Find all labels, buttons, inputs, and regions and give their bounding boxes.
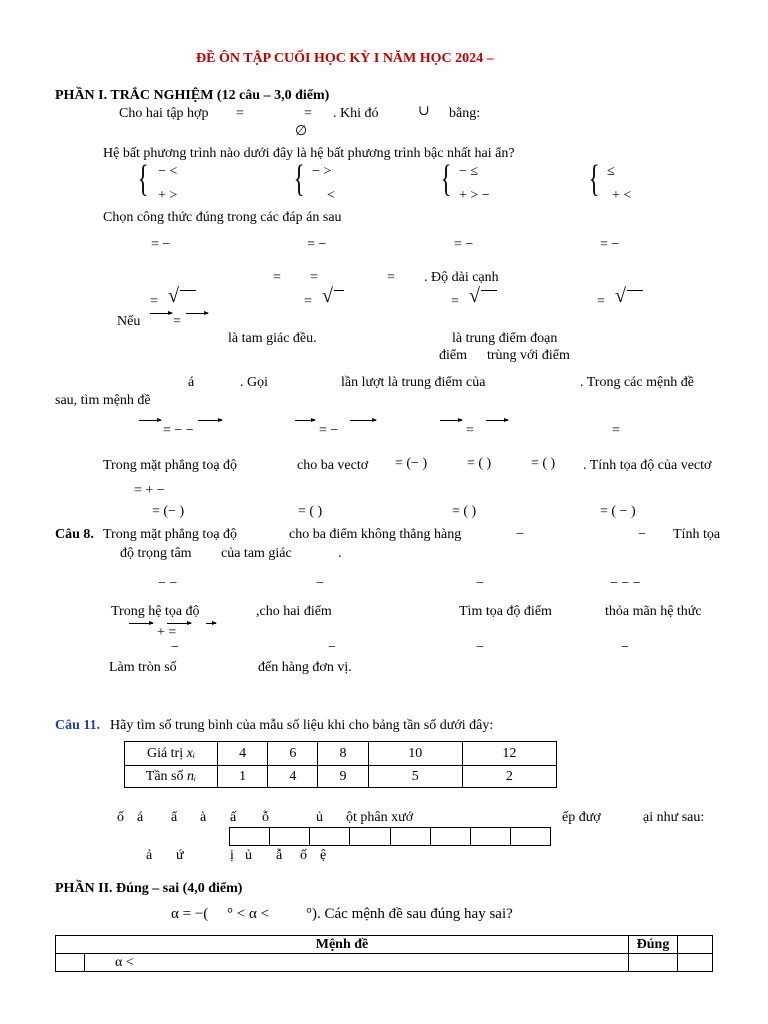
q5-if: Nếu [117, 314, 141, 329]
table-cell: 8 [318, 742, 368, 766]
q2-sys-a-top: − < [158, 164, 178, 179]
q11-label: Câu 11. [55, 718, 101, 733]
q6-opt-b-arrow-1 [295, 420, 315, 421]
q7-option-c: = ( ) [452, 504, 477, 519]
q1-eq1: = [236, 106, 244, 121]
q1-then: . Khi đó [333, 106, 379, 121]
q11-text: Hãy tìm số trung bình của mẫu số liệu khi cho bảng tần số dưới đây: [110, 718, 494, 733]
exam-title: ĐỀ ÔN TẬP CUỐI HỌC KỲ I NĂM HỌC 2024 – [196, 51, 494, 66]
q10-text2: đến hàng đơn vị. [258, 660, 352, 675]
q5-vector-1-arrow [150, 313, 172, 314]
q4-option-d: = [597, 294, 605, 309]
q7-combo: = + − [134, 483, 165, 498]
part2-intro-c: °). Các mệnh đề sau đúng hay sai? [306, 906, 513, 922]
q12-fragment: ấ [230, 810, 237, 825]
q6-opt-a-arrow-2 [198, 420, 222, 421]
table-cell [310, 828, 350, 846]
q8-minus-2: − [638, 527, 646, 542]
q6-a3: lần lượt là trung điểm của [341, 375, 486, 390]
q8-line2b: của tam giác [221, 546, 292, 561]
q12-fragment: ỗ [262, 810, 269, 825]
q2-text: Hệ bất phương trình nào dưới đây là hệ bất phương trình bậc nhất hai ẩn? [103, 146, 515, 161]
table-cell: 4 [268, 766, 318, 788]
q4-option-b: = [304, 294, 312, 309]
q12-grid [229, 827, 551, 846]
q3-option-c: = − [454, 237, 474, 252]
q12-fragment: ố [300, 848, 307, 863]
q4-eq2: = [310, 270, 318, 285]
q8-minus-1: − [516, 527, 524, 542]
q12-fragment: ếp đượ [562, 810, 601, 825]
table-header-false [678, 936, 713, 954]
q9-combo: + = [157, 625, 177, 640]
q9-text2: ,cho hai điểm [256, 604, 332, 619]
q12-fragment: ột phân xướ [346, 810, 414, 825]
q2-sys-a-bottom: + > [158, 188, 178, 203]
frequency-table [124, 741, 557, 788]
table-row [125, 766, 557, 788]
q4-sqrt-d-bar [627, 290, 643, 291]
table-cell: 10 [368, 742, 462, 766]
q1-union: ∪ [418, 104, 430, 119]
q2-brace-a: { [137, 158, 149, 200]
table-cell: 12 [462, 742, 556, 766]
table-header-true: Đúng [629, 936, 678, 954]
q6-a5: sau, tìm mệnh đề [55, 393, 151, 408]
q5-option-d: trùng với điểm [487, 348, 570, 363]
q5-option-c: điểm [439, 348, 467, 363]
table-cell [56, 954, 85, 972]
q1-equals-word: bằng: [449, 106, 481, 121]
table-cell [470, 828, 510, 846]
table-cell [510, 828, 550, 846]
q9-option-b: − [328, 640, 336, 655]
part2-table [55, 935, 713, 972]
q4-sqrt-b-bar [334, 290, 344, 291]
q7-tail: . Tính tọa độ của vectơ [583, 458, 712, 473]
q7-vector-b: = ( ) [467, 456, 492, 471]
q6-opt-a-arrow-1 [139, 420, 161, 421]
q5-option-a: là tam giác đều. [228, 331, 317, 346]
table-cell: 9 [318, 766, 368, 788]
q9-arrow-1 [129, 623, 153, 624]
q12-fragment: ố [117, 810, 124, 825]
q9-option-d: − [621, 640, 629, 655]
q9-text4: thỏa mãn hệ thức [605, 604, 702, 619]
q2-brace-c: { [440, 158, 452, 200]
q7-option-d: = ( − ) [600, 504, 636, 519]
q7-option-a: = (− ) [152, 504, 185, 519]
q12-fragment: ị [230, 848, 234, 863]
q2-sys-b-top: − > [312, 164, 332, 179]
q3-option-a: = − [151, 237, 171, 252]
q8-line2c: . [338, 546, 342, 561]
q6-opt-c-arrow-2 [486, 420, 508, 421]
table-cell: 4 [218, 742, 268, 766]
q2-sys-c-top: − ≤ [459, 164, 479, 179]
q9-arrow-3 [206, 623, 216, 624]
table-row [56, 954, 713, 972]
q6-a4: . Trong các mệnh đề [580, 375, 694, 390]
q2-brace-b: { [293, 158, 305, 200]
q4-sqrt-c-bar [481, 290, 497, 291]
part2-intro-a: α = −( [171, 906, 209, 922]
table-cell: 2 [462, 766, 556, 788]
q5-option-b: là trung điểm đoạn [452, 331, 558, 346]
q1-text: Cho hai tập hợp [119, 106, 209, 121]
q6-option-b: = − [319, 423, 339, 438]
table-cell: 5 [368, 766, 462, 788]
q2-sys-b-bottom: < [327, 188, 335, 203]
q12-fragment: ẩ [171, 810, 178, 825]
table-cell [430, 828, 470, 846]
q4-sqrt-b-icon: √ [322, 285, 333, 307]
q5-vector-2-arrow [186, 313, 208, 314]
q8-label: Câu 8. [55, 527, 94, 542]
q4-sqrt-a-bar [180, 290, 196, 291]
table-cell [270, 828, 310, 846]
q8-option-c: − [476, 576, 484, 591]
table-cell: 6 [268, 742, 318, 766]
q4-option-c: = [451, 294, 459, 309]
q9-option-c: − [476, 640, 484, 655]
q7-text: Trong mặt phẳng toạ độ [103, 458, 238, 473]
q12-fragment: ẫ [276, 848, 283, 863]
q3-text: Chọn công thức đúng trong các đáp án sau [103, 210, 342, 225]
q2-brace-d: { [588, 158, 600, 200]
table-row [56, 936, 713, 954]
q8-option-a: − − [158, 576, 178, 591]
q12-fragment: à [200, 810, 207, 825]
q12-fragment: ủ [316, 810, 323, 825]
q12-fragment: ại như sau: [643, 810, 705, 825]
part2-heading: PHẦN II. Đúng – sai (4,0 điểm) [55, 881, 243, 896]
q7-vector-a: = (− ) [395, 456, 428, 471]
q10-text: Làm tròn số [109, 660, 177, 675]
q3-option-b: = − [307, 237, 327, 252]
q8-option-d: − − − [610, 576, 641, 591]
q4-sqrt-d-icon: √ [615, 285, 626, 307]
q5-eq: = [173, 314, 181, 329]
q9-text3: Tìm tọa độ điểm [459, 604, 552, 619]
q6-option-c: = [466, 423, 474, 438]
q6-opt-b-arrow-2 [350, 420, 376, 421]
q7-vector-c: = ( ) [531, 456, 556, 471]
part1-heading: PHẦN I. TRẮC NGHIỆM (12 câu – 3,0 điểm) [55, 88, 330, 103]
q8-line2a: độ trọng tâm [120, 546, 192, 561]
q9-arrow-2 [167, 623, 191, 624]
q6-opt-c-arrow-1 [440, 420, 462, 421]
q12-fragment: ệ [320, 848, 327, 863]
q4-text: . Độ dài cạnh [424, 270, 499, 285]
q7-text2: cho ba vectơ [297, 458, 369, 473]
table-cell: Tần số nᵢ [125, 766, 218, 788]
q12-fragment: ứ [176, 848, 184, 863]
q9-text: Trong hệ tọa độ [111, 604, 200, 619]
table-cell [230, 828, 270, 846]
q6-option-a: = − − [163, 423, 194, 438]
q1-empty-set: ∅ [295, 124, 308, 139]
q8-tail: Tính tọa [673, 527, 721, 542]
table-cell [678, 954, 713, 972]
table-row [230, 828, 551, 846]
q6-option-d: = [612, 423, 620, 438]
q6-a2: . Gọi [240, 375, 268, 390]
table-cell [350, 828, 390, 846]
q2-sys-d-top: ≤ [607, 164, 615, 179]
q8-text2: cho ba điểm không thẳng hàng [289, 527, 462, 542]
q12-fragment: ả [146, 848, 153, 863]
table-cell [390, 828, 430, 846]
q2-sys-c-bottom: + > − [459, 188, 490, 203]
q4-eq1: = [273, 270, 281, 285]
q1-eq2: = [304, 106, 312, 121]
q8-option-b: − [316, 576, 324, 591]
q4-option-a: = [150, 294, 158, 309]
part2-intro-b: ° < α < [227, 906, 270, 922]
table-cell: Giá trị xᵢ [125, 742, 218, 766]
q9-option-a: − [171, 640, 179, 655]
q4-sqrt-c-icon: √ [469, 285, 480, 307]
table-cell: 1 [218, 766, 268, 788]
table-cell: α < [85, 954, 629, 972]
q8-text: Trong mặt phẳng toạ độ [103, 527, 238, 542]
q6-a1: á [188, 375, 195, 390]
q4-sqrt-a-icon: √ [168, 285, 179, 307]
q12-fragment: ủ [245, 848, 252, 863]
q7-option-b: = ( ) [298, 504, 323, 519]
table-cell [629, 954, 678, 972]
table-header-statement: Mệnh đề [56, 936, 629, 954]
table-row [125, 742, 557, 766]
q12-fragment: á [137, 810, 144, 825]
q2-sys-d-bottom: + < [612, 188, 632, 203]
q3-option-d: = − [600, 237, 620, 252]
q4-eq3: = [387, 270, 395, 285]
